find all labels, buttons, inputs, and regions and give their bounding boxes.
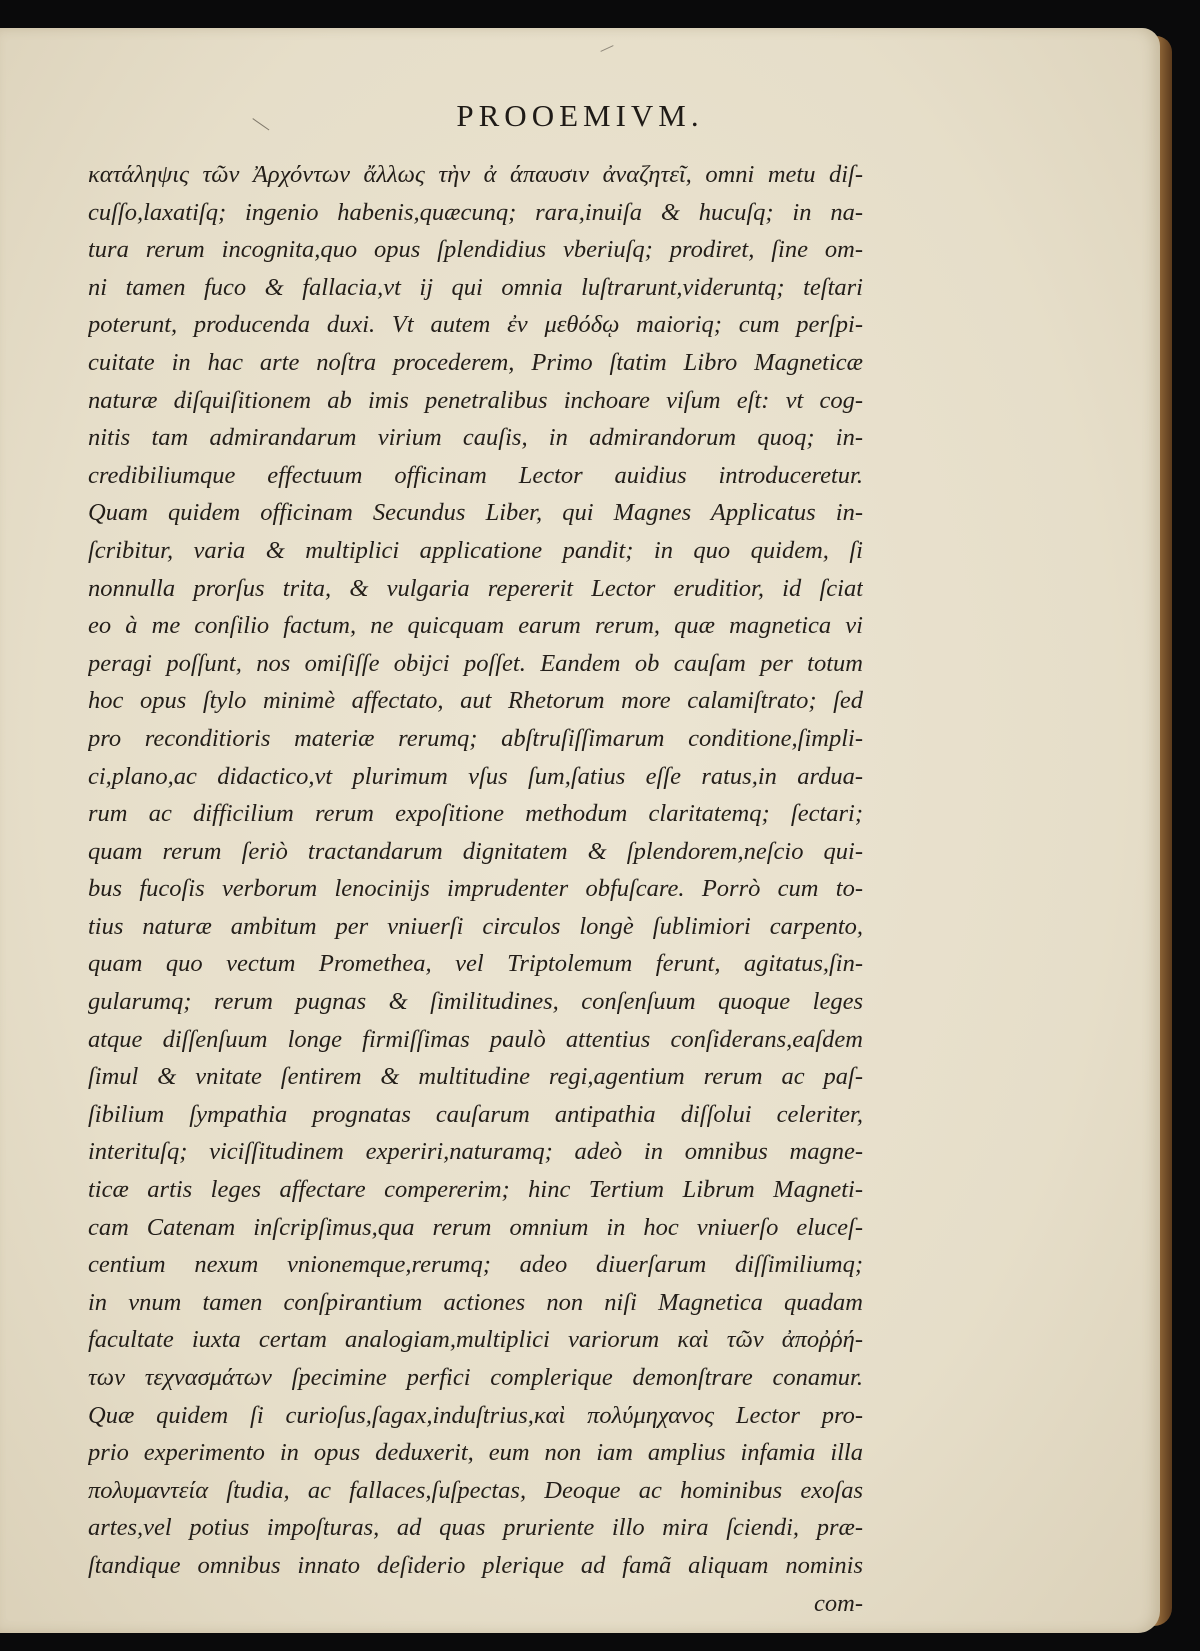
ink-mark	[600, 45, 613, 52]
text-line: πολυμαντεία ſtudia, ac fallaces,ſuſpectas, Deoque ac hominibus exoſas	[88, 1476, 863, 1504]
text-line: interituſq; viciſſitudinem experiri,naturamq; adeò in omnibus magne-	[88, 1138, 863, 1166]
running-head: PROOEMIVM.	[456, 98, 704, 133]
text-line: των τεχνασμάτων ſpecimine perfici complerique demonſtrare conamur.	[88, 1364, 863, 1391]
text-line: atque diſſenſuum longe firmiſſimas paulò attentius conſiderans,eaſdem	[88, 1025, 863, 1053]
text-line: facultate iuxta certam analogiam,multiplici variorum καὶ τῶν ἀποῤῥή-	[88, 1326, 863, 1354]
text-line: artes,vel potius impoſturas, ad quas pruriente illo mira ſciendi, præ-	[88, 1514, 863, 1542]
book-page	[0, 28, 1160, 1633]
text-line: prio experimento in opus deduxerit, eum non iam amplius infamia illa	[88, 1439, 863, 1467]
text-line: centium nexum vnionemque,rerumq; adeo diuerſarum diſſimiliumq;	[88, 1251, 863, 1279]
text-line: hoc opus ſtylo minimè affectato, aut Rhetorum more calamiſtrato; ſed	[88, 687, 863, 715]
text-line: gularumq; rerum pugnas & ſimilitudines, conſenſuum quoque leges	[88, 988, 863, 1016]
text-line: cuſſo,laxatiſq; ingenio habenis,quæcunq; rara,inuiſa & hucuſq; in na-	[88, 198, 863, 226]
text-line: cam Catenam inſcripſimus,qua rerum omnium in hoc vniuerſo eluceſ-	[88, 1213, 863, 1241]
text-line: poterunt, producenda duxi. Vt autem ἐν μεθόδῳ maioriq; cum perſpi-	[88, 311, 863, 339]
catchword: com-	[814, 1589, 863, 1617]
text-line: ni tamen fuco & fallacia,vt ij qui omnia luſtrarunt,videruntq; teſtari	[88, 273, 863, 301]
text-line: Quæ quidem ſi curioſus,ſagax,induſtrius,καὶ πολύμηχανος Lector pro-	[88, 1401, 863, 1429]
text-line: quam quo vectum Promethea, vel Triptolemum ferunt, agitatus,ſin-	[88, 950, 863, 978]
body-text	[88, 156, 863, 1622]
text-line: ſcribitur, varia & multiplici applicatione pandit; in quo quidem, ſi	[88, 536, 863, 564]
text-line: ci,plano,ac didactico,vt plurimum vſus ſum,ſatius eſſe ratus,in ardua-	[88, 762, 863, 790]
text-line: peragi poſſunt, nos omiſiſſe obijci poſſet. Eandem ob cauſam per totum	[88, 649, 863, 677]
text-line: ſtandique omnibus innato deſiderio plerique ad famã aliquam nominis	[88, 1551, 863, 1579]
text-line: tius naturæ ambitum per vniuerſi circulos longè ſublimiori carpento,	[88, 912, 863, 940]
text-line: tura rerum incognita,quo opus ſplendidius vberiuſq; prodiret, ſine om-	[88, 236, 863, 264]
text-line: pro reconditioris materiæ rerumq; abſtruſiſſimarum conditione,ſimpli-	[88, 724, 863, 752]
text-line: quam rerum ſeriò tractandarum dignitatem & ſplendorem,neſcio qui-	[88, 837, 863, 865]
text-line: Quam quidem officinam Secundus Liber, qui Magnes Applicatus in-	[88, 499, 863, 527]
text-line: ſimul & vnitate ſentirem & multitudine regi,agentium rerum ac paſ-	[88, 1063, 863, 1091]
text-line: rum ac difficilium rerum expoſitione methodum claritatemq; ſectari;	[88, 800, 863, 828]
text-line: naturæ diſquiſitionem ab imis penetralibus inchoare viſum eſt: vt cog-	[88, 386, 863, 414]
text-line: bus fucoſis verborum lenocinijs imprudenter obfuſcare. Porrò cum to-	[88, 875, 863, 903]
text-line: in vnum tamen conſpirantium actiones non niſi Magnetica quadam	[88, 1288, 863, 1316]
text-line: ticæ artis leges affectare compererim; hinc Tertium Librum Magneti-	[88, 1176, 863, 1204]
text-line: κατάληψις τῶν Ἀρχόντων ἄλλως τὴν ἀ άπαυσιν ἀναζητεῖ, omni metu diſ-	[88, 161, 863, 188]
text-line: cuitate in hac arte noſtra procederem, Primo ſtatim Libro Magneticæ	[88, 348, 863, 376]
text-line: credibiliumque effectuum officinam Lector auidius introduceretur.	[88, 461, 863, 489]
text-line: ſibilium ſympathia prognatas cauſarum antipathia diſſolui celeriter,	[88, 1100, 863, 1128]
text-line: nitis tam admirandarum virium cauſis, in admirandorum quoq; in-	[88, 424, 863, 452]
text-line: eo à me conſilio factum, ne quicquam earum rerum, quæ magnetica vi	[88, 612, 863, 640]
text-line: nonnulla prorſus trita, & vulgaria repererit Lector eruditior, id ſciat	[88, 574, 863, 602]
